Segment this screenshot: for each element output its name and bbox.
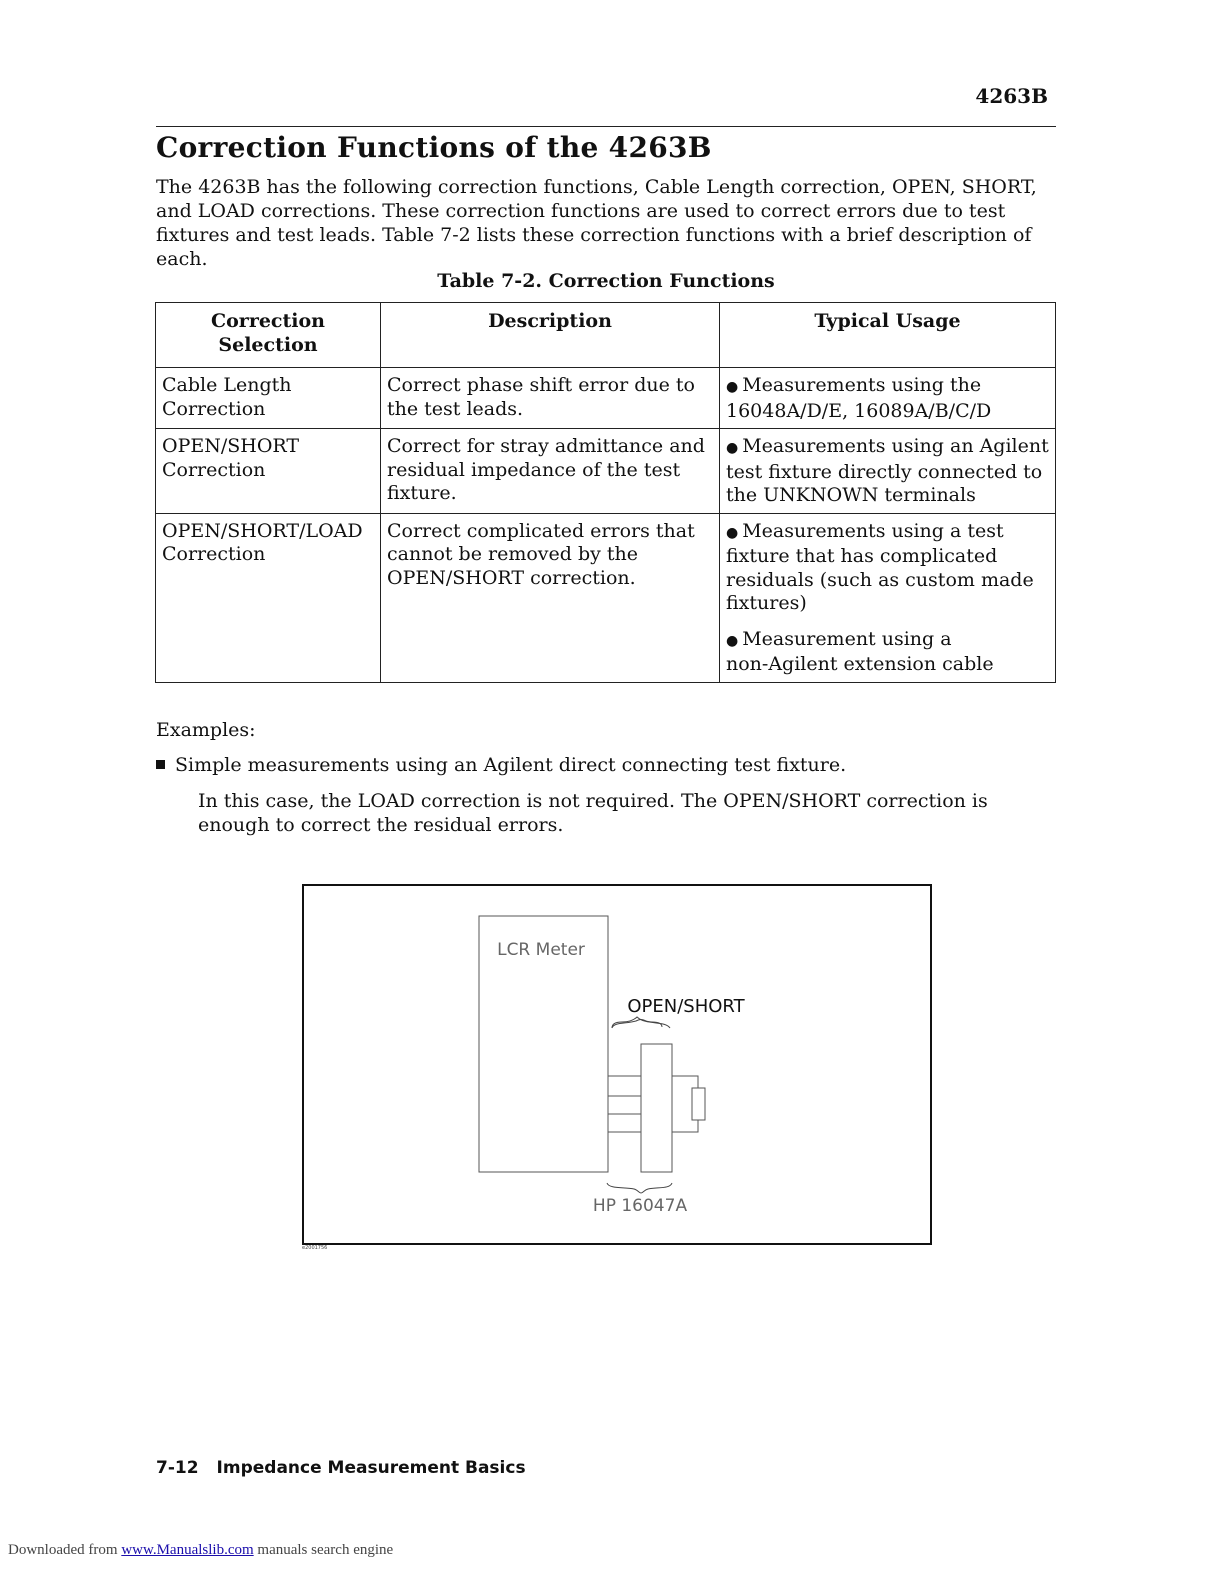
row-usage-cell bbox=[720, 429, 1056, 514]
chapter-title: Impedance Measurement Basics bbox=[216, 1458, 526, 1478]
row-usage-cell bbox=[720, 368, 1056, 429]
cell-line: OPEN/SHORT bbox=[162, 435, 300, 457]
section-title: Correction Functions of the 4263B bbox=[156, 131, 712, 164]
intro-paragraph: The 4263B has the following correction functions, Cable Length correction, OPEN, SHORT, and LOAD corrections. These correction functions are used to correct errors due to test fixtures and test leads. Table 7-2 lists these correction functions with a brief description of each. bbox=[156, 176, 1037, 270]
cell-line: Correct for stray admittance and bbox=[387, 435, 705, 457]
header-typical-usage: Typical Usage bbox=[720, 303, 1056, 368]
lcr-meter-label: LCR Meter bbox=[497, 940, 585, 960]
row-description-cell bbox=[381, 513, 720, 682]
cell-line: non-Agilent extension cable bbox=[726, 653, 994, 675]
correction-table bbox=[155, 302, 1056, 683]
cell-line: Correction bbox=[162, 543, 266, 565]
cell-line: Correct complicated errors that bbox=[387, 519, 695, 542]
cell-line: Measurements using the bbox=[742, 374, 982, 396]
header-selection-line1: Correction bbox=[211, 310, 325, 332]
figure-id: e2001756 bbox=[302, 1245, 328, 1251]
dut-component bbox=[692, 1088, 705, 1120]
cell-line: Correction bbox=[162, 458, 266, 481]
square-bullet-icon bbox=[156, 760, 165, 769]
usage-item bbox=[726, 628, 1049, 677]
cell-line: the test leads. bbox=[387, 397, 524, 420]
row-selection-cell bbox=[156, 429, 381, 514]
cell-line: residuals (such as custom made bbox=[726, 568, 1034, 591]
row-description-cell bbox=[381, 429, 720, 514]
header-selection-line2: Selection bbox=[218, 333, 318, 356]
bullet-icon: ● bbox=[726, 524, 739, 541]
usage-item bbox=[726, 374, 1049, 423]
usage-item bbox=[726, 435, 1049, 508]
cell-line: test fixture directly connected to bbox=[726, 460, 1043, 483]
row-usage-cell bbox=[720, 513, 1056, 682]
cell-line: Correct phase shift error due to bbox=[387, 374, 695, 396]
page-number: 7-12 bbox=[156, 1458, 199, 1478]
header-description: Description bbox=[381, 303, 720, 368]
table-caption: Table 7-2. Correction Functions bbox=[437, 270, 775, 292]
usage-item bbox=[726, 520, 1049, 616]
fixture-label: HP 16047A bbox=[592, 1196, 688, 1216]
table-header-row bbox=[156, 303, 1056, 368]
diagram-svg bbox=[304, 886, 934, 1247]
cell-line: Cable Length bbox=[162, 374, 292, 396]
table-row bbox=[156, 513, 1056, 682]
table-row bbox=[156, 368, 1056, 429]
manualslib-link[interactable]: www.Manualslib.com bbox=[121, 1542, 254, 1558]
download-notice bbox=[8, 1542, 393, 1559]
header-correction-selection bbox=[156, 303, 381, 368]
cell-line: Correction bbox=[162, 397, 266, 420]
header-model: 4263B bbox=[975, 84, 1048, 108]
row-selection-cell bbox=[156, 513, 381, 682]
cell-line: residual impedance of the test bbox=[387, 458, 681, 481]
example-item bbox=[156, 754, 846, 776]
bullet-icon: ● bbox=[726, 379, 739, 395]
cell-line: fixture. bbox=[387, 482, 457, 504]
cell-line: OPEN/SHORT correction. bbox=[387, 566, 636, 589]
download-prefix: Downloaded from bbox=[8, 1542, 118, 1558]
open-short-brace-curve bbox=[612, 1020, 670, 1029]
cell-line: 16048A/D/E, 16089A/B/C/D bbox=[726, 399, 992, 422]
cell-line: Measurement using a bbox=[742, 627, 952, 650]
cell-line: fixture that has complicated bbox=[726, 545, 998, 567]
cell-line: Measurements using an Agilent bbox=[742, 435, 1049, 457]
row-selection-cell bbox=[156, 368, 381, 429]
open-short-label: OPEN/SHORT bbox=[627, 996, 745, 1017]
bullet-icon: ● bbox=[726, 632, 739, 649]
cell-line: fixtures) bbox=[726, 592, 807, 614]
example-note: In this case, the LOAD correction is not required. The OPEN/SHORT correction is enough to correct the residual errors. bbox=[198, 790, 988, 836]
page-footer bbox=[156, 1458, 526, 1478]
bullet-icon: ● bbox=[726, 440, 739, 456]
cell-line: Measurements using a test bbox=[742, 519, 1004, 542]
connection-diagram bbox=[302, 884, 932, 1245]
fixture-brace bbox=[607, 1183, 672, 1193]
row-description-cell bbox=[381, 368, 720, 429]
cell-line: OPEN/SHORT/LOAD bbox=[162, 519, 363, 542]
table-row bbox=[156, 429, 1056, 514]
fixture-body bbox=[641, 1044, 672, 1172]
example-item-text: Simple measurements using an Agilent direct connecting test fixture. bbox=[175, 754, 847, 776]
examples-label: Examples: bbox=[156, 719, 256, 741]
cell-line: cannot be removed by the bbox=[387, 543, 639, 565]
cell-line: the UNKNOWN terminals bbox=[726, 484, 976, 506]
download-suffix: manuals search engine bbox=[257, 1542, 394, 1558]
header-rule bbox=[156, 126, 1056, 127]
